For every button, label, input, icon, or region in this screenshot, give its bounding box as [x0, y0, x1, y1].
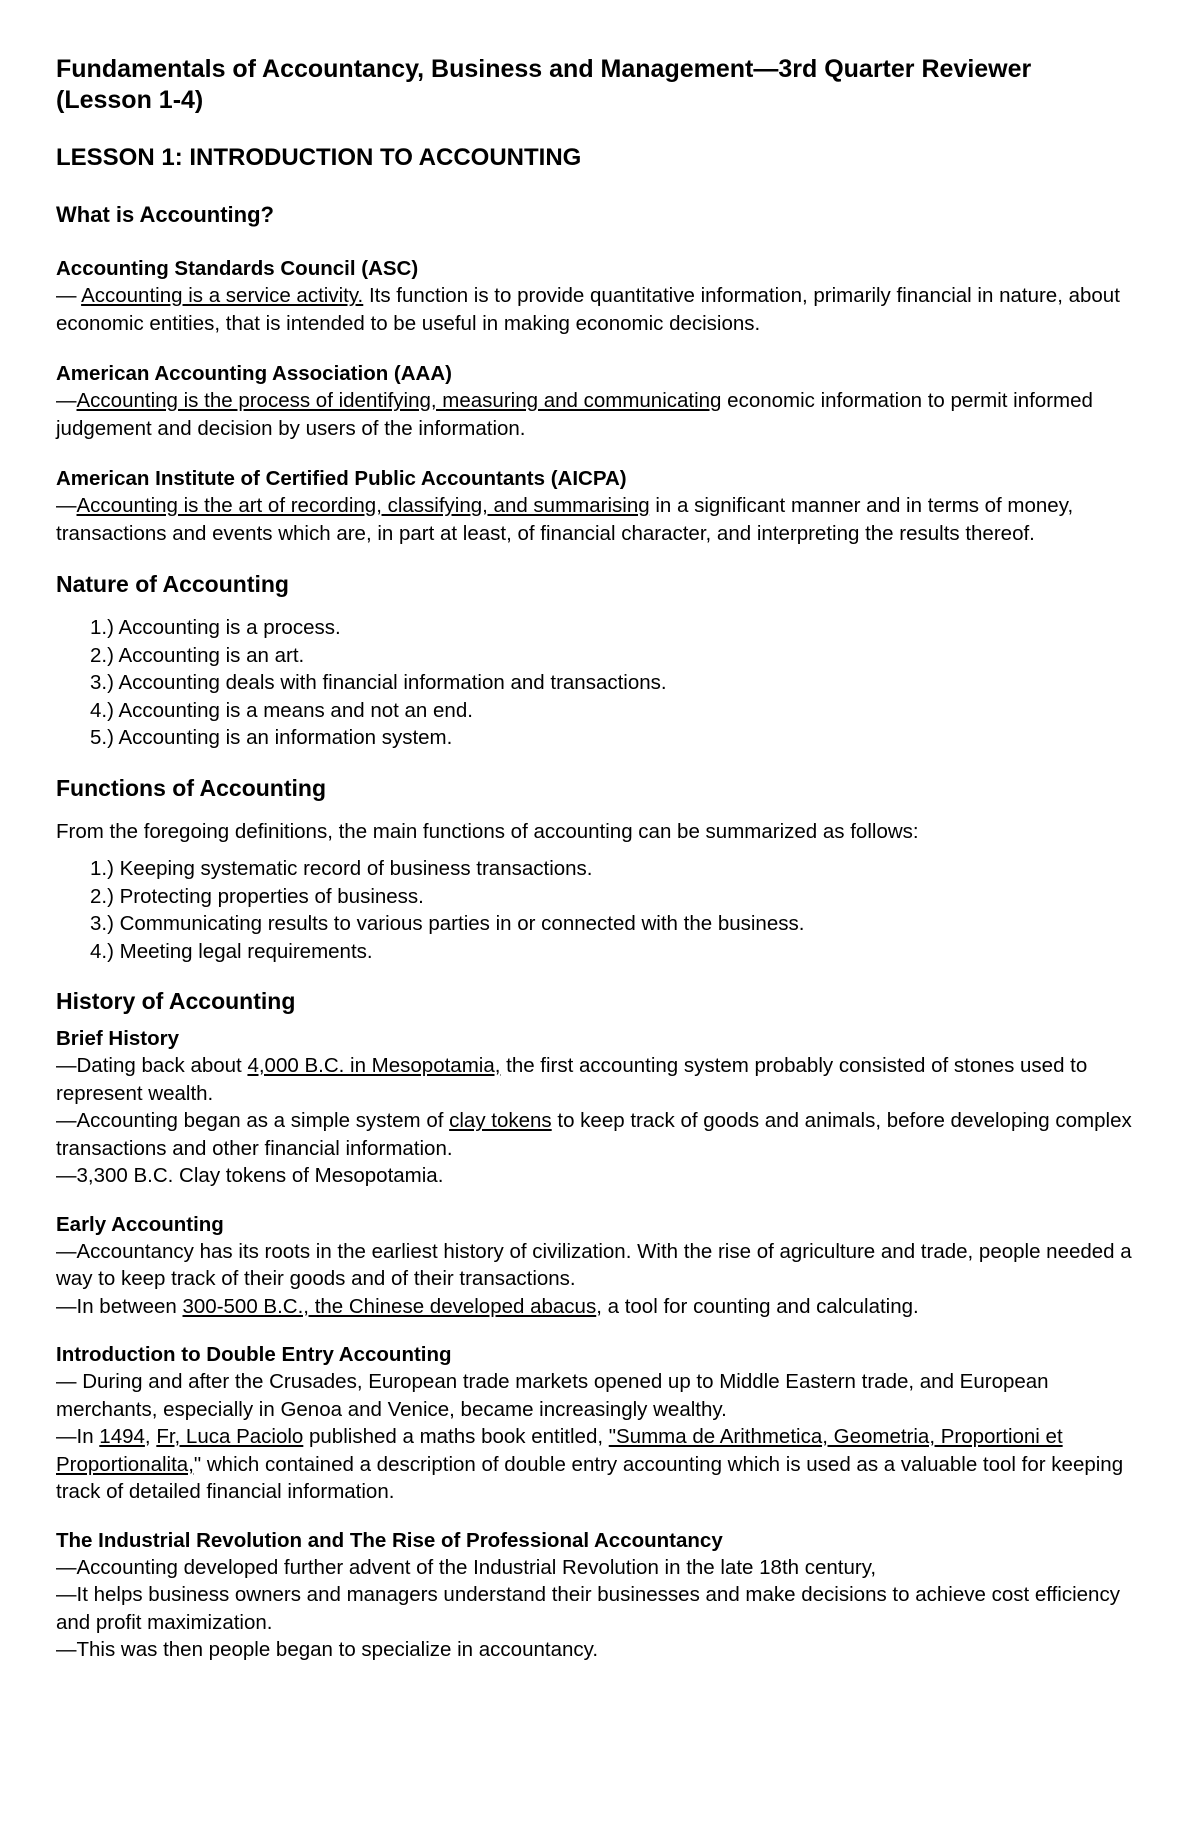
what-is-accounting-heading: What is Accounting?: [56, 202, 274, 227]
brief-history-heading: Brief History: [56, 1027, 180, 1050]
list-item: 3.) Accounting deals with financial information and transactions.: [90, 671, 667, 694]
list-item: 4.) Meeting legal requirements.: [90, 939, 373, 963]
list-item: 4.) Accounting is a means and not an end.: [90, 698, 473, 722]
aaa-text: —Accounting is the process of identifying, measuring and communicating economic information to permit informed judgement and decision by users of the information.: [56, 389, 1093, 440]
list-item: 1.) Keeping systematic record of business transactions.: [90, 857, 593, 880]
nature-list: [56, 614, 1150, 752]
functions-heading: Functions of Accounting: [56, 774, 327, 801]
early-accounting-p2: —In between 300-500 B.C., the Chinese developed abacus, a tool for counting and calculating.: [56, 1294, 919, 1318]
brief-history-p2: —Accounting began as a simple system of clay tokens to keep track of goods and animals, before developing complex transactions and other financial information.: [56, 1109, 1132, 1160]
aicpa-definition: [56, 465, 1150, 547]
functions-list: [56, 855, 1150, 965]
document-title: [56, 54, 1150, 116]
early-accounting: [56, 1211, 1150, 1321]
list-item: 1.) Accounting is a process.: [90, 616, 341, 639]
asc-text: — Accounting is a service activity. Its function is to provide quantitative information, primarily financial in nature, about economic entities, that is intended to be useful in making economic decisions.: [56, 284, 1120, 335]
industrial-p3: —This was then people began to specialize in accountancy.: [56, 1638, 599, 1661]
title-line-1: Fundamentals of Accountancy, Business and Management—3rd Quarter Reviewer: [56, 55, 1032, 83]
functions-intro: From the foregoing definitions, the main functions of accounting can be summarized as follows:: [56, 819, 919, 843]
list-item: 2.) Protecting properties of business.: [90, 884, 424, 908]
industrial-revolution: [56, 1527, 1150, 1664]
early-accounting-p1: —Accountancy has its roots in the earliest history of civilization. With the rise of agriculture and trade, people needed a way to keep track of their goods and of their transactions.: [56, 1239, 1132, 1290]
early-accounting-heading: Early Accounting: [56, 1212, 224, 1236]
industrial-heading: The Industrial Revolution and The Rise of Professional Accountancy: [56, 1528, 723, 1552]
aicpa-text: —Accounting is the art of recording, classifying, and summarising in a significant manner and in terms of money, transactions and events which are, in part at least, of financial character, and interpreting the results thereof.: [56, 494, 1074, 545]
industrial-p2: —It helps business owners and managers understand their businesses and make decisions to achieve cost efficiency and profit maximization.: [56, 1583, 1120, 1634]
lesson-title: LESSON 1: INTRODUCTION TO ACCOUNTING: [56, 144, 582, 171]
brief-history-p1: —Dating back about 4,000 B.C. in Mesopotamia, the first accounting system probably consisted of stones used to represent wealth.: [56, 1054, 1088, 1105]
list-item: 2.) Accounting is an art.: [90, 643, 305, 667]
aicpa-underlined: Accounting is the art of recording, classifying, and summarising: [76, 494, 650, 517]
brief-history: [56, 1025, 1150, 1190]
brief-history-p3: —3,300 B.C. Clay tokens of Mesopotamia.: [56, 1164, 444, 1187]
asc-heading: Accounting Standards Council (ASC): [56, 257, 419, 280]
asc-underlined: Accounting is a service activity.: [81, 284, 364, 307]
aaa-underlined: Accounting is the process of identifying, measuring and communicating: [76, 389, 722, 412]
asc-definition: [56, 255, 1150, 337]
double-entry-heading: Introduction to Double Entry Accounting: [56, 1343, 452, 1366]
aaa-heading: American Accounting Association (AAA): [56, 362, 452, 385]
list-item: 5.) Accounting is an information system.: [90, 726, 453, 749]
double-entry-p1: — During and after the Crusades, European trade markets opened up to Middle Eastern trade, and European merchants, especially in Genoa and Venice, became increasingly wealthy.: [56, 1370, 1049, 1421]
nature-heading: Nature of Accounting: [56, 571, 289, 597]
industrial-p1: —Accounting developed further advent of the Industrial Revolution in the late 18th century,: [56, 1555, 877, 1579]
double-entry: [56, 1341, 1150, 1506]
aaa-definition: [56, 360, 1150, 442]
title-line-2: (Lesson 1-4): [56, 86, 204, 114]
list-item: 3.) Communicating results to various parties in or connected with the business.: [90, 912, 805, 935]
double-entry-p2: —In 1494, Fr, Luca Paciolo published a maths book entitled, "Summa de Arithmetica, Geometria, Proportioni et Proportionalita," which contained a description of double entry accounting which is used as a valuable tool for keeping track of detailed financial information.: [56, 1425, 1124, 1503]
aicpa-heading: American Institute of Certified Public Accountants (AICPA): [56, 467, 627, 490]
history-heading: History of Accounting: [56, 988, 296, 1014]
